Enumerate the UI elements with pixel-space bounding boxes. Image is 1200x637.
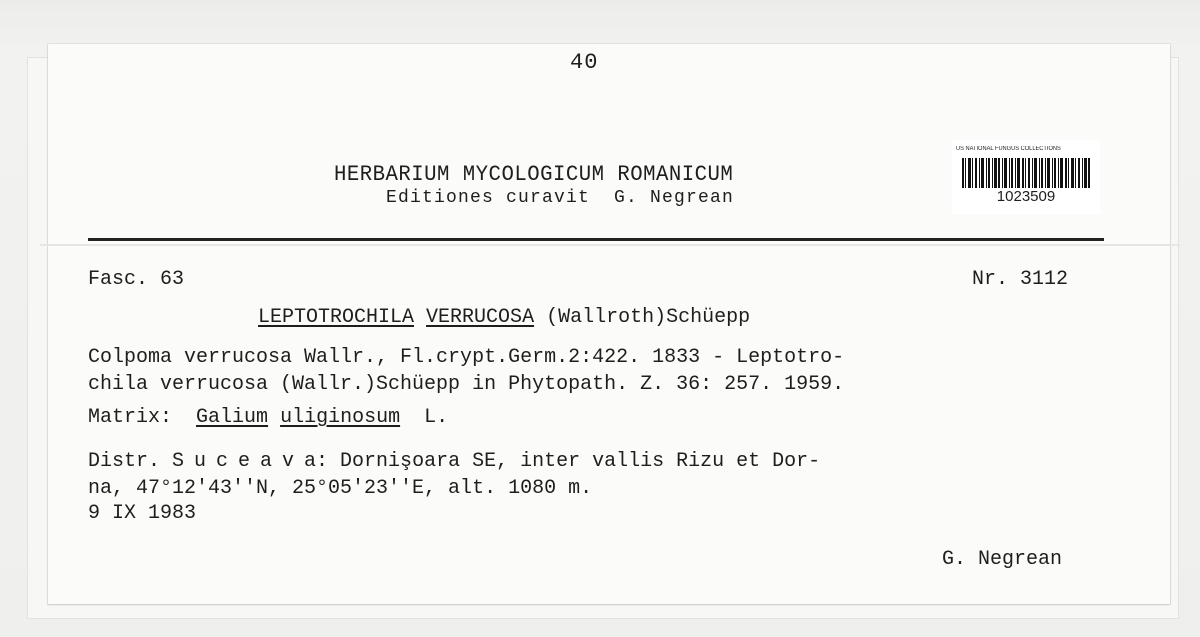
fascicle-number: Fasc. 63 — [88, 268, 185, 291]
collection-date: 9 IX 1983 — [88, 502, 197, 525]
species-name — [258, 306, 750, 329]
distribution — [88, 448, 820, 502]
barcode-caption: US NATIONAL FUNGUS COLLECTIONS — [956, 146, 1061, 152]
host-authority: L. — [424, 406, 449, 429]
distribution-label: Distr. — [88, 450, 161, 473]
host-genus: Galium — [196, 406, 269, 429]
barcode-icon — [962, 158, 1090, 188]
host-epithet: uliginosum — [280, 406, 401, 429]
synonym-line: chila verrucosa (Wallr.)Schüepp in Phytopath. Z. 36: 257. 1959. — [88, 373, 845, 396]
species-epithet: VERRUCOSA — [426, 306, 535, 329]
distribution-line — [88, 448, 820, 475]
locality: : Dornişoara SE, inter vallis Rizu et Dor- — [316, 450, 821, 473]
distribution-line: na, 47°12'43''N, 25°05'23''E, alt. 1080 m. — [88, 477, 593, 500]
header-rule — [88, 238, 1104, 241]
label-fold-edge — [40, 244, 1180, 246]
exsiccata-number: Nr. 3112 — [972, 268, 1069, 291]
matrix-label: Matrix: — [88, 406, 173, 429]
county-name: Suceava — [172, 450, 327, 473]
synonymy — [88, 344, 844, 398]
barcode-number: 1023509 — [996, 188, 1056, 205]
sheet-number: 40 — [570, 50, 599, 75]
matrix-line — [88, 406, 448, 429]
species-authority: (Wallroth)Schüepp — [546, 306, 751, 329]
herbarium-title: HERBARIUM MYCOLOGICUM ROMANICUM — [334, 162, 734, 187]
editor-line: Editiones curavit G. Negrean — [386, 188, 735, 208]
barcode-sticker — [952, 140, 1100, 214]
species-genus: LEPTOTROCHILA — [258, 306, 415, 329]
collector-name: G. Negrean — [942, 548, 1063, 571]
synonym-line: Colpoma verrucosa Wallr., Fl.crypt.Germ.2:422. 1833 - Leptotro- — [88, 346, 845, 369]
